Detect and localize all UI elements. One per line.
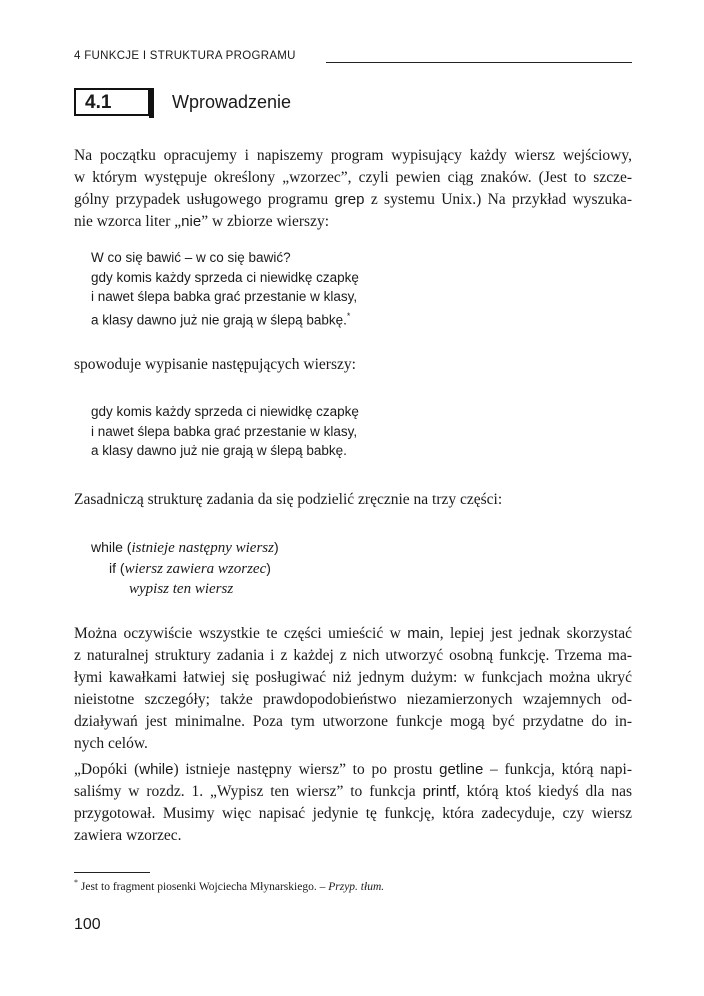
action-text: wypisz ten wiersz <box>129 581 234 597</box>
inline-code-while: while <box>139 761 174 778</box>
paragraph-line: nych celów. <box>74 735 148 752</box>
header-rule <box>326 62 632 63</box>
running-header-title: 4 FUNKCJE I STRUKTURA PROGRAMU <box>74 50 296 62</box>
footnote: * Jest to fragment piosenki Wojciecha Młynarskiego. – Przyp. tłum. <box>74 878 385 893</box>
keyword-if: if <box>109 559 116 576</box>
inline-code-main: main <box>407 625 440 642</box>
if-condition: wiersz zawiera wzorzec <box>124 560 267 577</box>
page-number: 100 <box>74 916 101 933</box>
paragraph-line: zawiera wzorzec. <box>74 827 182 844</box>
keyword-while: while <box>91 539 123 555</box>
paragraph-line: przygotował. Musimy więc napisać jedynie tę funkcję, która zadecyduje, czy wiersz <box>74 805 632 822</box>
paragraph-line: „Dopóki (while) istnieje następny wiersz” to po prostu getline – funkcja, którą napi- <box>74 761 632 778</box>
running-header <box>74 50 632 66</box>
section-number-bar <box>149 88 154 118</box>
paragraph-functions <box>74 623 632 755</box>
paragraph-line: Na początku opracujemy i napiszemy program wypisujący każdy wiersz wejściowy, <box>74 147 632 164</box>
section-number-box <box>74 88 150 116</box>
section-title: Wprowadzenie <box>172 92 292 112</box>
paragraph-getline <box>74 759 632 847</box>
while-condition: istnieje następny wiersz <box>131 540 274 556</box>
inline-code-nie: nie <box>181 213 202 230</box>
paragraph-line: z naturalnej struktury zadania i z każdej z nich utworzyć osobną funkcję. Trzema ma- <box>74 647 632 664</box>
paragraph-line: saliśmy w rozdz. 1. „Wypisz ten wiersz” to funkcja printf, którą ktoś kiedyś dla nas <box>74 783 632 800</box>
algorithm-if-line: if (wiersz zawiera wzorzec) <box>109 559 271 577</box>
inline-code-grep: grep <box>334 191 365 208</box>
paragraph-line: w którym występuje określony „wzorzec”, czyli pewien ciąg znaków. (Jest to szcze- <box>74 169 632 186</box>
algorithm-while-line: while (istnieje następny wiersz) <box>91 539 279 556</box>
input-line: W co się bawić – w co się bawić? <box>91 250 291 265</box>
inline-code-printf: printf <box>422 783 456 800</box>
input-line: a klasy dawno już nie grają w ślepą babkę.* <box>91 310 351 327</box>
algorithm-action-line <box>91 579 279 600</box>
paragraph-line: gólny przypadek usługowego programu grep z systemu Unix.) Na przykład wyszuka- <box>74 191 632 208</box>
algorithm-block <box>91 538 279 600</box>
paragraph-line: nie wzorca liter „nie” w zbiorze wierszy: <box>74 213 330 230</box>
footnote-credit: Przyp. tłum. <box>328 880 385 893</box>
paragraph-line: Zasadniczą strukturę zadania da się podzielić zręcznie na trzy części: <box>74 491 503 508</box>
footnote-rule <box>74 872 150 873</box>
paragraph-line: Można oczywiście wszystkie te części umieścić w main, lepiej jest jednak skorzystać <box>74 625 632 642</box>
paragraph-line: działywań jest minimalne. Poza tym utworzone funkcje mogą być przydatne do in- <box>74 713 632 730</box>
paragraph-intro <box>74 145 632 233</box>
footnote-marker: * <box>346 310 351 321</box>
paragraph-line: nieistotne szczegóły; także prawdopodobieństwo niezamierzonych wzajemnych od- <box>74 691 632 708</box>
input-line: gdy komis każdy sprzeda ci niewidkę czapkę <box>91 269 359 285</box>
paragraph-structure <box>74 489 632 511</box>
output-line: gdy komis każdy sprzeda ci niewidkę czapkę <box>91 404 359 419</box>
input-line: i nawet ślepa babka grać przestanie w klasy, <box>91 289 358 304</box>
inline-code-getline: getline <box>439 761 484 778</box>
input-lines-block <box>91 248 359 330</box>
section-heading <box>74 88 634 120</box>
paragraph-output-intro <box>74 354 632 376</box>
paragraph-line: spowoduje wypisanie następujących wierszy: <box>74 356 356 373</box>
output-lines-block <box>91 402 359 461</box>
paragraph-line: łymi kawałkami łatwiej się posługiwać niż jednym dużym: w funkcjach można ukryć <box>74 669 632 686</box>
output-line: i nawet ślepa babka grać przestanie w klasy, <box>91 423 358 439</box>
output-line: a klasy dawno już nie grają w ślepą babkę. <box>91 443 347 458</box>
section-number: 4.1 <box>85 92 112 113</box>
